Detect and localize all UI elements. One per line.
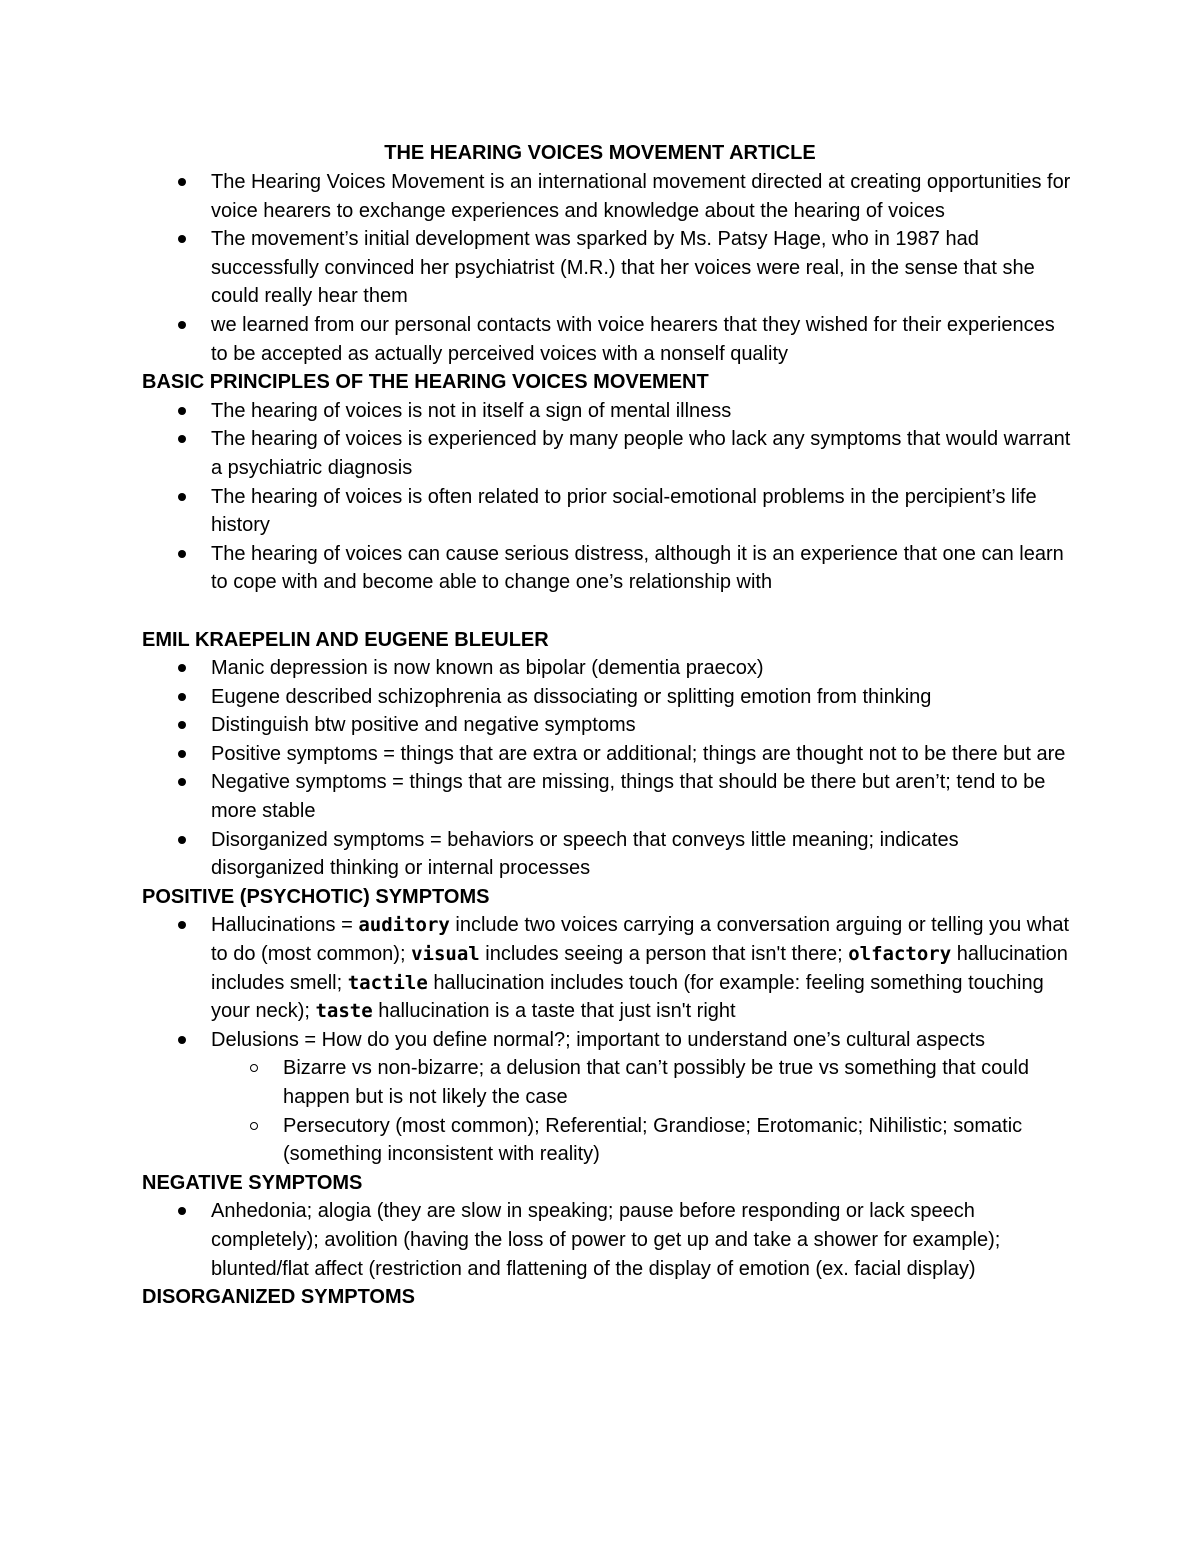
bullet-icon [178, 493, 186, 501]
document-title: THE HEARING VOICES MOVEMENT ARTICLE [384, 142, 816, 164]
sub-list-item: Persecutory (most common); Referential; Grandiose; Erotomanic; Nihilistic; somatic (something inconsistent with reality) [211, 1112, 1072, 1169]
bullet-icon [178, 721, 186, 729]
list-item: The Hearing Voices Movement is an international movement directed at creating opportunities for voice hearers to exchange experiences and knowledge about the hearing of voices [142, 168, 1072, 225]
list-item: Eugene described schizophrenia as dissociating or splitting emotion from thinking [142, 683, 1072, 712]
positive-symptoms-list [142, 911, 1072, 1168]
bullet-icon [178, 435, 186, 443]
basic-principles-list [142, 397, 1072, 597]
bullet-icon [178, 921, 186, 929]
kraepelin-bleuler-list [142, 654, 1072, 883]
list-item: The hearing of voices is often related to prior social-emotional problems in the percipient’s life history [142, 483, 1072, 540]
section-heading-kraepelin-bleuler: EMIL KRAEPELIN AND EUGENE BLEULER [142, 628, 549, 651]
bullet-icon [178, 664, 186, 672]
bullet-icon [178, 178, 186, 186]
list-item: Negative symptoms = things that are missing, things that should be there but aren’t; tend to be more stable [142, 768, 1072, 825]
term-visual: visual [411, 943, 480, 966]
list-item: we learned from our personal contacts with voice hearers that they wished for their experiences to be accepted as actually perceived voices with a nonself quality [142, 311, 1072, 368]
list-item: The hearing of voices can cause serious distress, although it is an experience that one can learn to cope with and become able to change one’s relationship with [142, 540, 1072, 597]
sub-list-item: Bizarre vs non-bizarre; a delusion that can’t possibly be true vs something that could happen but is not likely the case [211, 1054, 1072, 1111]
bullet-icon [178, 407, 186, 415]
term-olfactory: olfactory [848, 943, 952, 966]
list-item-delusions: Delusions = How do you define normal?; important to understand one’s cultural aspects Bizarre vs non-bizarre; a delusion that can’t possibly be true vs something that could happen but is not likely the case Persecutory (most common); Referential; Grandiose; Erotomanic; Nihilistic; somatic (something inconsistent with reality) [142, 1026, 1072, 1169]
document-body [142, 168, 1072, 1312]
section-heading-positive-symptoms: POSITIVE (PSYCHOTIC) SYMPTOMS [142, 885, 490, 908]
list-item: Disorganized symptoms = behaviors or speech that conveys little meaning; indicates disorganized thinking or internal processes [142, 826, 1072, 883]
section-heading-basic-principles: BASIC PRINCIPLES OF THE HEARING VOICES MOVEMENT [142, 371, 709, 394]
list-item: Anhedonia; alogia (they are slow in speaking; pause before responding or lack speech completely); avolition (having the loss of power to get up and take a shower for example); blunted/flat affect (restriction and flattening of the display of emotion (ex. facial display) [142, 1197, 1072, 1283]
blank-line [142, 597, 1072, 626]
hollow-bullet-icon [250, 1064, 258, 1072]
term-taste: taste [315, 1000, 373, 1023]
list-item-hallucinations: Hallucinations = auditory include two voices carrying a conversation arguing or telling you what to do (most common); visual includes seeing a person that isn't there; olfactory hallucination includes smell; tactile hallucination includes touch (for example: feeling something touching your neck); taste hallucination is a taste that just isn't right [142, 911, 1072, 1025]
list-item: Manic depression is now known as bipolar (dementia praecox) [142, 654, 1072, 683]
hollow-bullet-icon [250, 1122, 258, 1130]
bullet-icon [178, 321, 186, 329]
bullet-icon [178, 693, 186, 701]
list-item: The hearing of voices is experienced by many people who lack any symptoms that would warrant a psychiatric diagnosis [142, 425, 1072, 482]
bullet-icon [178, 235, 186, 243]
bullet-icon [178, 1207, 186, 1215]
term-tactile: tactile [347, 971, 428, 994]
list-item: Distinguish btw positive and negative symptoms [142, 711, 1072, 740]
bullet-icon [178, 778, 186, 786]
bullet-icon [178, 750, 186, 758]
negative-symptoms-list [142, 1197, 1072, 1283]
hvm-article-list [142, 168, 1072, 368]
section-heading-disorganized-symptoms: DISORGANIZED SYMPTOMS [142, 1286, 415, 1309]
bullet-icon [178, 836, 186, 844]
delusions-sublist [211, 1054, 1072, 1168]
list-item: The hearing of voices is not in itself a sign of mental illness [142, 397, 1072, 426]
section-heading-negative-symptoms: NEGATIVE SYMPTOMS [142, 1171, 363, 1194]
bullet-icon [178, 1036, 186, 1044]
bullet-icon [178, 550, 186, 558]
term-auditory: auditory [358, 914, 450, 937]
list-item: The movement’s initial development was sparked by Ms. Patsy Hage, who in 1987 had successfully convinced her psychiatrist (M.R.) that her voices were real, in the sense that she could really hear them [142, 225, 1072, 311]
list-item: Positive symptoms = things that are extra or additional; things are thought not to be there but are [142, 740, 1072, 769]
